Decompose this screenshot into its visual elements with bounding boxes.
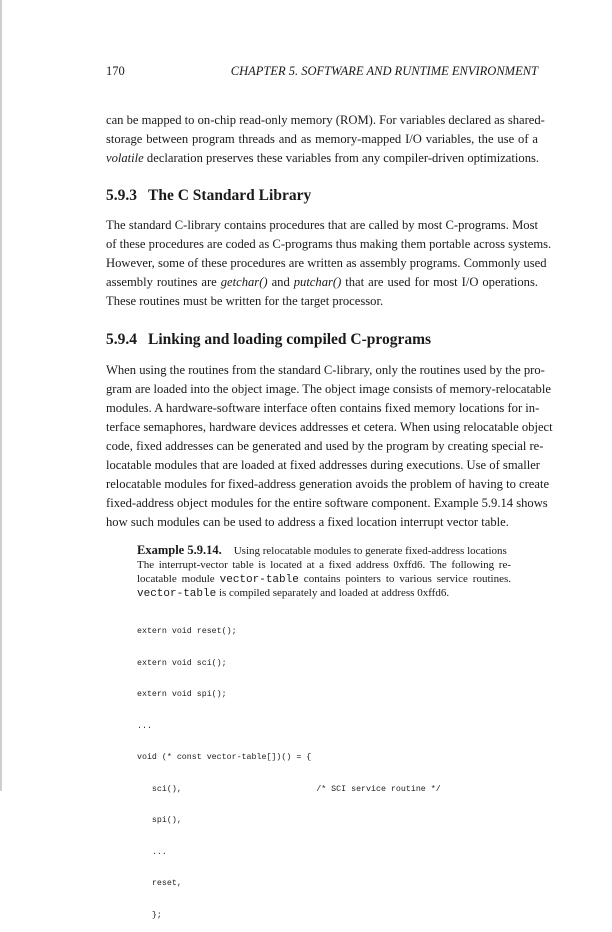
section-number: 5.9.4 (106, 331, 137, 348)
text-span: contains pointers to various service routines. (298, 573, 511, 585)
text-line: The interrupt-vector table is located at a fixed address 0xffd6. The following re- (137, 559, 511, 571)
function-name: putchar() (293, 275, 342, 289)
text-line: modules. A hardware-software interface often contains fixed memory locations for in- (106, 401, 540, 415)
text-span: declaration preserves these variables from any compiler-driven optimizations. (143, 151, 540, 165)
section-heading-c-standard-library (106, 187, 311, 205)
example-caption: Using relocatable modules to generate fixed-address locations (233, 545, 507, 557)
running-header (106, 64, 538, 80)
text-line: relocatable modules for fixed-address generation avoids the problem of having to create (106, 477, 550, 491)
text-span: that are used for most I/O operations. (341, 275, 538, 289)
code-line: void (* const vector-table[])() = { (137, 753, 312, 762)
code-line: extern void spi(); (137, 690, 227, 699)
text-line: When using the routines from the standard C-library, only the routines used by the pro- (106, 363, 545, 377)
text-span: and (267, 275, 294, 289)
page-scan-edge (0, 0, 2, 791)
code-line: ... (137, 847, 167, 857)
code-line: }; (137, 910, 162, 920)
code-identifier: vector-table (219, 574, 299, 586)
function-name: getchar() (220, 275, 268, 289)
code-line: extern void sci(); (137, 658, 227, 668)
text-line: fixed-address object modules for the entire software component. Example 5.9.14 shows (106, 496, 548, 510)
paragraph-linking (106, 361, 553, 532)
text-line: of these procedures are coded as C-programs thus making them portable across systems. (106, 237, 552, 251)
text-line: These routines must be written for the target processor. (106, 294, 384, 308)
paragraph-c-library (106, 216, 552, 311)
emphasis: volatile (106, 151, 144, 165)
code-line: spi(), (137, 816, 182, 825)
page-number: 170 (106, 64, 125, 78)
example-block (137, 542, 511, 600)
section-number: 5.9.3 (106, 187, 137, 204)
code-line: extern void reset(); (137, 627, 237, 636)
text-line: storage between program threads and as memory-mapped I/O variables, the use of a (106, 132, 538, 146)
text-span: assembly routines are (106, 275, 221, 289)
section-title: The C Standard Library (148, 187, 312, 204)
paragraph-volatile (106, 111, 545, 168)
text-line (106, 273, 538, 292)
code-line: sci(), /* SCI service routine */ (137, 784, 441, 794)
text-span: is compiled separately and loaded at address 0xffd6. (216, 587, 450, 599)
chapter-title: CHAPTER 5. SOFTWARE AND RUNTIME ENVIRONMENT (230, 64, 538, 78)
text-line: However, some of these procedures are written as assembly programs. Commonly used (106, 256, 547, 270)
text-line (137, 586, 511, 600)
text-span: locatable module (137, 573, 220, 585)
text-line (106, 149, 538, 168)
section-heading-linking-loading (106, 331, 431, 349)
section-title: Linking and loading compiled C-programs (148, 331, 432, 348)
text-line: locatable modules that are loaded at fixed addresses during executions. Use of smaller (106, 458, 540, 472)
code-line: reset, (137, 879, 182, 888)
text-line: how such modules can be used to address a fixed location interrupt vector table. (106, 515, 509, 529)
code-line: ... (137, 721, 152, 731)
code-listing (137, 606, 441, 932)
code-identifier: vector-table (137, 588, 217, 600)
text-line: The standard C-library contains procedures that are called by most C-programs. Most (106, 218, 538, 232)
text-line: can be mapped to on-chip read-only memory (ROM). For variables declared as shared- (106, 113, 545, 127)
text-line: gram are loaded into the object image. The object image consists of memory-relocatable (106, 382, 551, 396)
example-label: Example 5.9.14. (137, 543, 222, 557)
text-line: code, fixed addresses can be generated and used by the program by creating special re- (106, 439, 544, 453)
text-line: terface semaphores, hardware devices addresses et cetera. When using relocatable object (106, 420, 553, 434)
text-line (137, 572, 511, 586)
example-title (137, 542, 511, 558)
